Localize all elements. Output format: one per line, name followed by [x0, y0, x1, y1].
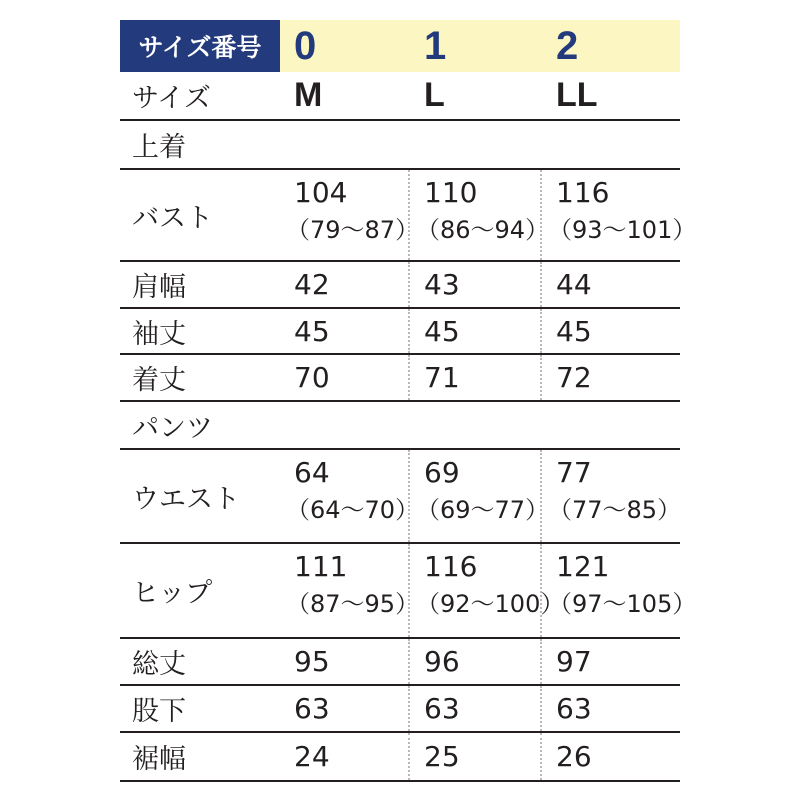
row-label: ウエスト	[132, 483, 240, 515]
size-ll: LL	[556, 76, 598, 114]
row-label: バスト	[132, 202, 213, 234]
range: （93〜101）	[548, 216, 697, 244]
value: 121	[556, 550, 610, 583]
value: 63	[424, 692, 460, 725]
row-label: 肩幅	[132, 272, 186, 303]
value: 24	[294, 740, 330, 773]
value: 64	[294, 456, 330, 489]
value: 116	[556, 176, 610, 209]
size-number-2: 2	[556, 23, 579, 68]
value: 69	[424, 456, 460, 489]
range: （97〜105）	[548, 590, 697, 618]
header-row	[120, 20, 680, 72]
size-number-band	[280, 20, 680, 72]
value: 77	[556, 456, 592, 489]
value: 45	[424, 314, 460, 348]
value: 71	[424, 361, 460, 394]
table-row	[120, 355, 680, 402]
range: （92〜100）	[416, 590, 565, 618]
value: 25	[424, 740, 460, 773]
range: （87〜95）	[286, 590, 420, 618]
table-row	[120, 450, 680, 544]
value: 97	[556, 645, 592, 678]
table-row	[120, 544, 697, 639]
value: 26	[556, 740, 592, 773]
range: （64〜70）	[286, 496, 420, 524]
table-row	[120, 733, 680, 782]
size-number-header: サイズ番号	[120, 20, 280, 72]
size-m: M	[294, 76, 323, 114]
range: （69〜77）	[416, 496, 550, 524]
row-label: 裾幅	[132, 744, 186, 775]
row-label: 総丈	[132, 649, 186, 680]
range: （77〜85）	[548, 496, 682, 524]
value: 70	[294, 361, 330, 394]
row-label: 股下	[132, 696, 186, 727]
value: 45	[294, 314, 330, 348]
size-number-0: 0	[294, 23, 317, 68]
range: （86〜94）	[416, 216, 550, 244]
row-label: 着丈	[132, 365, 186, 396]
value: 95	[294, 645, 330, 678]
table-row	[120, 686, 680, 733]
value: 110	[424, 176, 478, 209]
row-label: サイズ	[132, 83, 211, 114]
size-table	[120, 20, 697, 796]
section-top	[120, 121, 680, 170]
section-pants	[120, 402, 680, 450]
size-row	[120, 72, 680, 121]
table-row	[120, 262, 680, 309]
value: 63	[556, 692, 592, 725]
value: 116	[424, 550, 478, 583]
table-row	[120, 170, 697, 262]
row-label: ヒップ	[132, 578, 213, 609]
size-l: L	[424, 76, 445, 114]
value: 111	[294, 550, 348, 583]
value: 44	[556, 268, 592, 301]
value: 104	[294, 176, 348, 209]
table-row	[120, 309, 680, 355]
value: 42	[294, 268, 330, 301]
range: （79〜87）	[286, 216, 420, 244]
section-title: パンツ	[132, 412, 213, 444]
value: 63	[294, 692, 330, 725]
value: 96	[424, 645, 460, 678]
value: 72	[556, 361, 592, 394]
size-number-1: 1	[424, 23, 447, 68]
table-row	[120, 639, 680, 686]
value: 43	[424, 268, 460, 301]
value: 45	[556, 314, 592, 348]
row-label: 袖丈	[132, 318, 186, 350]
section-title: 上着	[132, 132, 186, 163]
